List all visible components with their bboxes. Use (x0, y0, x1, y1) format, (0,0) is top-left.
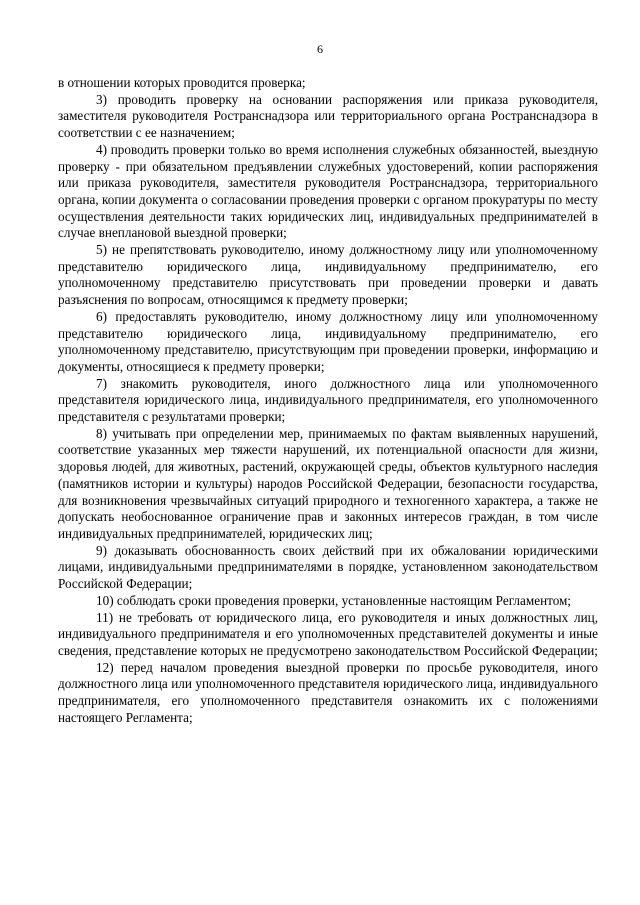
paragraph-item-5: 5) не препятствовать руководителю, иному должностному лицу или уполномоченному представителю юридического лица, индивидуальному предпринимателю, его уполномоченному представителю присутствовать при проведении проверки и давать разъяснения по вопросам, относящимся к предмету проверки; (58, 242, 598, 308)
paragraph-item-9: 9) доказывать обоснованность своих действий при их обжаловании юридическими лицами, индивидуальными предпринимателями в порядке, установленном законодательством Российской Федерации; (58, 542, 598, 592)
paragraph-item-11: 11) не требовать от юридического лица, его руководителя и иных должностных лиц, индивидуального предпринимателя и его уполномоченных представителей документы и иные сведения, представление которых не предусмотрено законодательством Российской Федерации; (58, 609, 598, 658)
document-body (58, 75, 598, 726)
paragraph-item-12: 12) перед началом проведения выездной проверки по просьбе руководителя, иного должностного лица или уполномоченного представителя юридического лица, индивидуального предпринимателя, его уполномоченного представителя ознакомить их с положениями настоящего Регламента; (58, 659, 598, 725)
paragraph-item-4: 4) проводить проверки только во время исполнения служебных обязанностей, выездную проверку - при обязательном предъявлении служебных удостоверений, копии распоряжения или приказа руководителя, заместителя руководителя Ространснадзора, территориального органа, копии документа о согласовании проведения проверки с органом прокуратуры по месту осуществления деятельности таких юридических лиц, индивидуальных предпринимателей в случае внеплановой выездной проверки; (58, 141, 598, 241)
paragraph-item-10: 10) соблюдать сроки проведения проверки, установленные настоящим Регламентом; (96, 592, 572, 608)
paragraph-item-7: 7) знакомить руководителя, иного должностного лица или уполномоченного представителя юридического лица, индивидуального предпринимателя, его уполномоченного представителя с результатами проверки; (58, 375, 598, 425)
paragraph-item-6: 6) предоставлять руководителю, иному должностному лицу или уполномоченному представителю юридического лица, индивидуальному предпринимателю, его уполномоченному представителю, присутствующим при проведении проверки, информацию и документы, относящиеся к предмету проверки; (58, 308, 598, 374)
paragraph-item-8: 8) учитывать при определении мер, принимаемых по фактам выявленных нарушений, соответствие указанных мер тяжести нарушений, их потенциальной опасности для жизни, здоровья людей, для животных, растений, окружающей среды, объектов культурного наследия (памятников истории и культуры) народов Российской Федерации, безопасности государства, для возникновения чрезвычайных ситуаций природного и техногенного характера, а также не допускать необоснованное ограничение прав и законных интересов граждан, в том числе индивидуальных предпринимателей, юридических лиц; (58, 425, 598, 541)
paragraph-continuation: в отношении которых проводится проверка; (58, 75, 306, 90)
paragraph-item-3: 3) проводить проверку на основании распоряжения или приказа руководителя, заместителя руководителя Ространснадзора или территориального органа Ространснадзора в соответствии с ее назначением; (58, 91, 598, 141)
page-number: 6 (317, 42, 323, 56)
